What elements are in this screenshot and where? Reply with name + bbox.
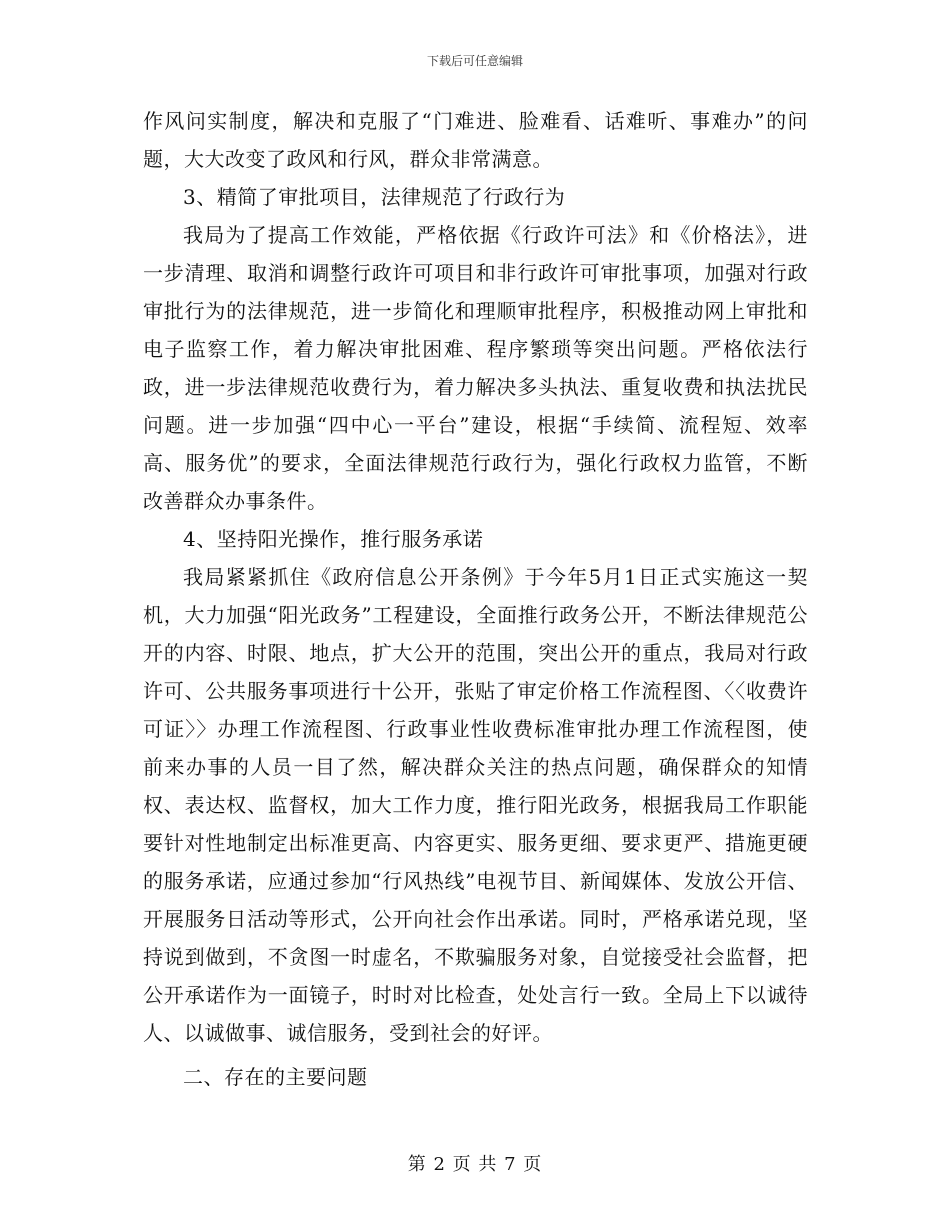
paragraph-approval: 我局为了提高工作效能，严格依据《行政许可法》和《价格法》，进一步清理、取消和调整行政许可项目和非行政许可审批事项，加强对行政审批行为的法律规范，进一步简化和理顺审批程序，积极推动网上审批和电子监察工作，着力解决审批困难、程序繁琐等突出问题。严格依法行政，进一步法律规范收费行为，着力解决多头执法、重复收费和执法扰民问题。进一步加强“四中心一平台”建设，根据“手续简、流程短、效率高、服务优”的要求，全面法律规范行政行为，强化行政权力监管，不断改善群众办事条件。 [143,223,808,513]
section-heading-3: 3、精简了审批项目，法律规范了行政行为 [183,185,566,209]
paragraph-sunshine: 我局紧紧抓住《政府信息公开条例》于今年5月1日正式实施这一契机，大力加强“阳光政务”工程建设，全面推行政务公开，不断法律规范公开的内容、时限、地点，扩大公开的范围，突出公开的重点，我局对行政许可、公共服务事项进行十公开，张贴了审定价格工作流程图、〈〈收费许可证〉〉办理工作流程图、行政事业性收费标准审批办理工作流程图，使前来办事的人员一目了然，解决群众关注的热点问题，确保群众的知情权、表达权、监督权，加大工作力度，推行阳光政务，根据我局工作职能要针对性地制定出标准更高、内容更实、服务更细、要求更严、措施更硬的服务承诺，应通过参加“行风热线”电视节目、新闻媒体、发放公开信、开展服务日活动等形式，公开向社会作出承诺。同时，严格承诺兑现，坚持说到做到，不贪图一时虚名，不欺骗服务对象，自觉接受社会监督，把公开承诺作为一面镜子，时时对比检查，处处言行一致。全局上下以诚待人、以诚做事、诚信服务，受到社会的好评。 [143,565,808,1045]
page-header: 下载后可任意编辑 [426,54,523,68]
paragraph-continuation: 作风问实制度，解决和克服了“门难进、脸难看、话难听、事难办”的问题，大大改变了政风和行风，群众非常满意。 [143,109,808,171]
section-heading-problems: 二、存在的主要问题 [183,1065,368,1089]
section-heading-4: 4、坚持阳光操作，推行服务承诺 [183,527,484,551]
page-number: 第 2 页 共 7 页 [407,1154,543,1175]
document-body [143,102,808,1096]
